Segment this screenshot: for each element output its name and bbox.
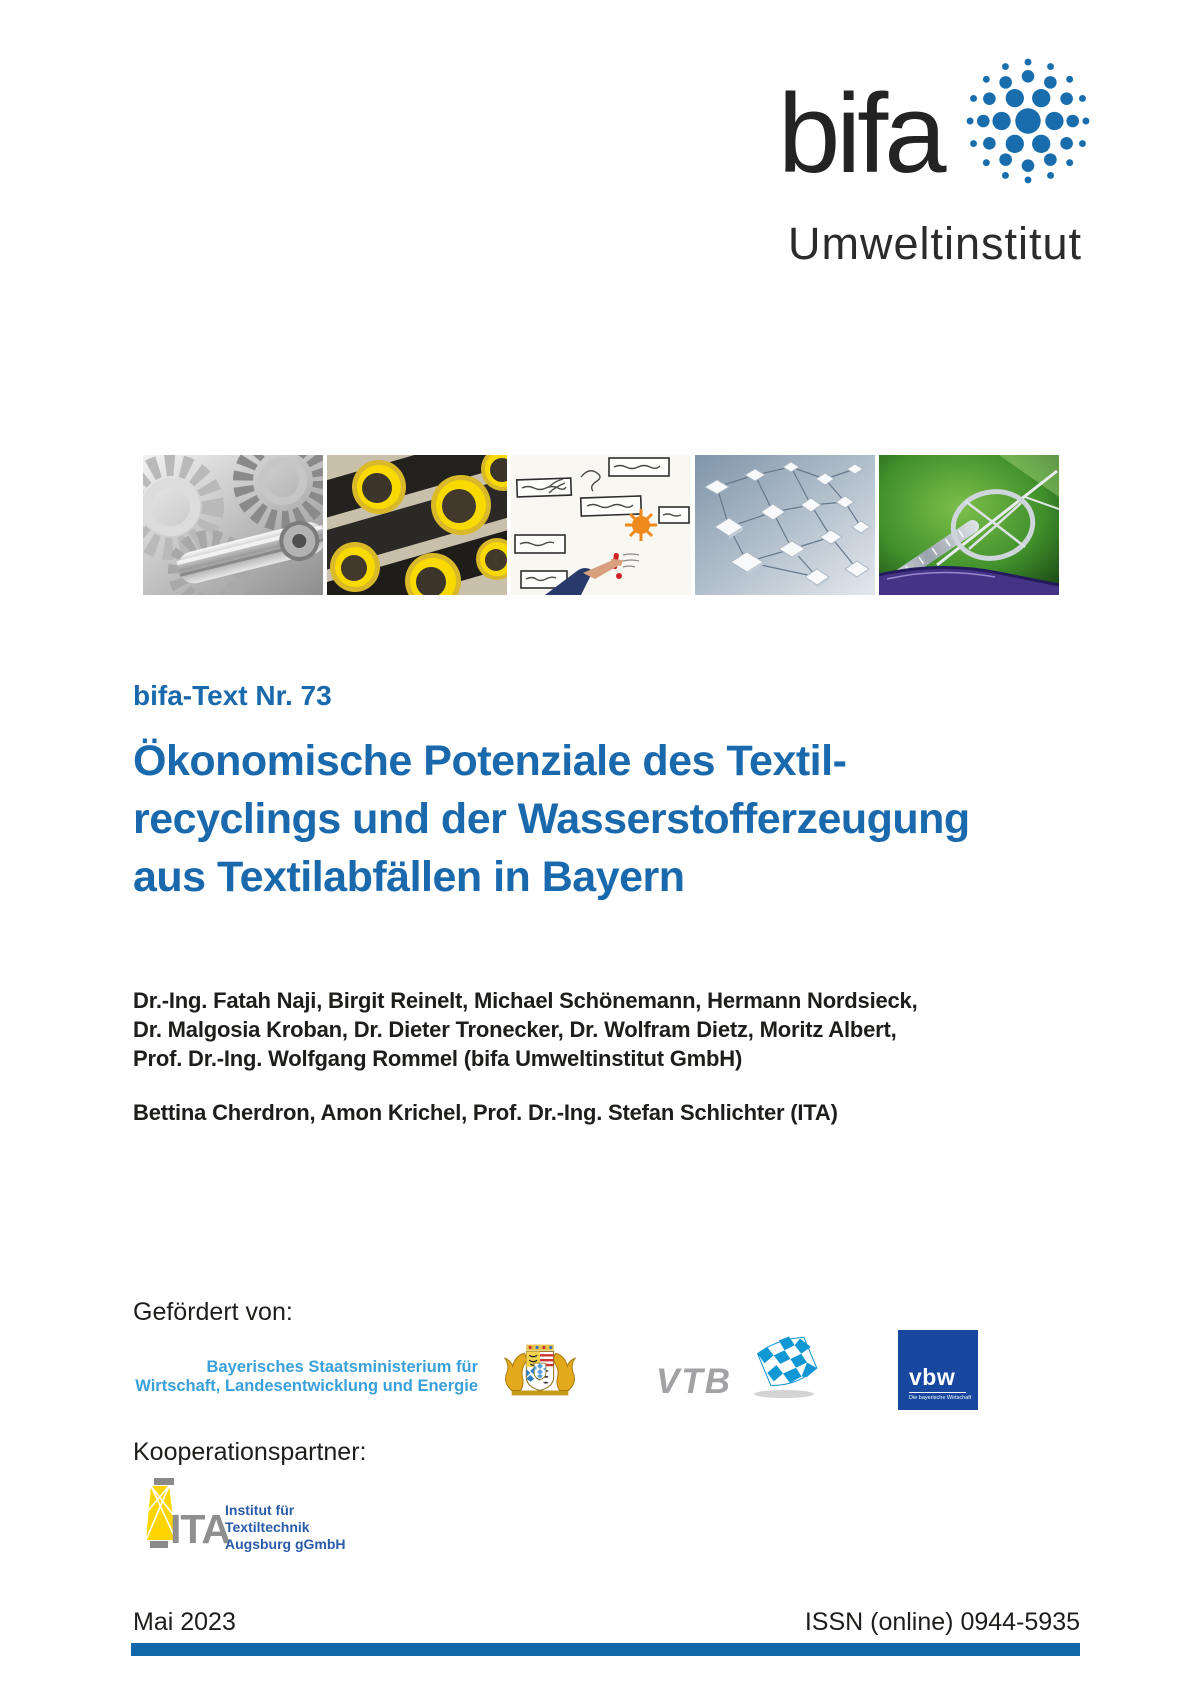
ita-logo-acronym: ITA [170,1506,231,1552]
vbw-logo-text: vbw [909,1364,956,1390]
report-title [133,732,970,906]
ministry-logo-text [133,1358,478,1396]
authors-ita: Bettina Cherdron, Amon Krichel, Prof. Dr.-Ing. Stefan Schlichter (ITA) [133,1100,838,1125]
ita-line-1: Institut für [225,1502,295,1518]
report-title-line-3: aus Textilabfällen in Bayern [133,853,685,901]
vtb-logo [652,1336,827,1402]
vtb-logo-text: VTB [656,1362,732,1401]
photo-gears [143,455,323,595]
footer-divider-bar [131,1643,1080,1656]
series-label: bifa-Text Nr. 73 [133,680,332,711]
bifa-logo-subtitle: Umweltinstitut [788,218,1083,269]
vbw-logo-subtitle: Die bayerische Wirtschaft [909,1392,966,1401]
authors-bifa [133,986,918,1073]
vbw-logo [898,1330,978,1410]
ita-line-2: Textiltechnik [225,1519,310,1535]
authors-bifa-line-3: Prof. Dr.-Ing. Wolfgang Rommel (bifa Umweltinstitut GmbH) [133,1046,743,1071]
bavaria-coat-of-arms-icon [497,1339,583,1399]
ita-line-3: Augsburg gGmbH [225,1536,346,1552]
photo-laboratory [879,455,1059,595]
photo-strip [143,455,1059,595]
photo-whiteboard [511,455,691,595]
ministry-line-2: Wirtschaft, Landesentwicklung und Energie [135,1377,478,1395]
authors-bifa-line-2: Dr. Malgosia Kroban, Dr. Dieter Tronecker, Dr. Wolfram Dietz, Moritz Albert, [133,1017,897,1042]
report-title-line-1: Ökonomische Potenziale des Textil- [133,737,847,785]
vtb-flag-icon [752,1334,822,1400]
ita-logo-text [225,1502,346,1553]
authors-bifa-line-1: Dr.-Ing. Fatah Naji, Birgit Reinelt, Michael Schönemann, Hermann Nordsieck, [133,988,918,1013]
report-title-line-2: recyclings und der Wasserstofferzeugung [133,795,970,843]
cooperation-label: Kooperationspartner: [133,1438,367,1466]
bifa-globe-dots-icon [966,58,1090,184]
bifa-logo-text: bifa [778,71,943,196]
publication-date: Mai 2023 [133,1608,236,1636]
ministry-line-1: Bayerisches Staatsministerium für [206,1358,478,1376]
photo-pipes [327,455,507,595]
photo-network [695,455,875,595]
funding-label: Gefördert von: [133,1298,293,1326]
issn-number: ISSN (online) 0944-5935 [804,1608,1080,1636]
